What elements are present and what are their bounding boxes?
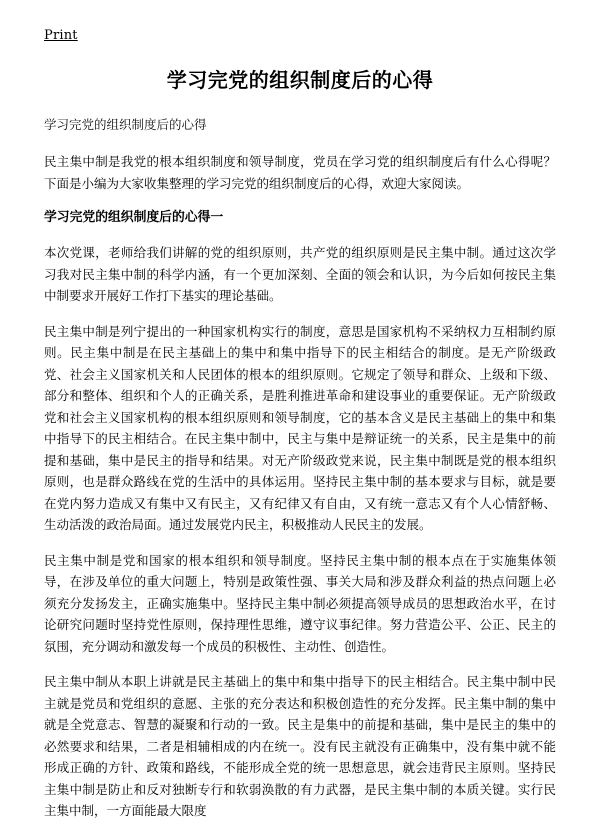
document-subtitle: 学习完党的组织制度后的心得 xyxy=(44,117,207,132)
body-paragraph: 民主集中制是党和国家的根本组织和领导制度。坚持民主集中制的根本点在于实施集体领导，在涉及单位的重大问题上，特别是政策性强、事关大局和涉及群众利益的热点问题上必须充分发扬发主，正确实施集中。坚持民主集中制必须提高领导成员的思想政治水平，在讨论研究问题时坚持党性原则，保持理性思维，遵守议事纪律。努力营造公平、公正、民主的氛围，充分调动和激发每一个成员的积极性、主动性、创造性。 xyxy=(44,552,556,654)
body-paragraph: 民主集中制从本职上讲就是民主基础上的集中和集中指导下的民主相结合。民主集中制中民主就是党员和党组织的意愿、主张的充分表达和积极创造性的充分发挥。民主集中制的集中就是全党意志、智慧的凝聚和行动的一致。民主是集中的前提和基础，集中是民主的集中的必然要求和结果，二者是相辅相成的内在统一。没有民主就没有正确集中，没有集中就不能形成正确的方针、政策和路线，不能形成全党的统一思想意思，就会违背民主原则。坚持民主集中制是防止和反对独断专行和软弱涣散的有力武器，是民主集中制的本质关键。实行民主集中制，一方面能最大限度 xyxy=(44,674,556,819)
body-paragraph: 民主集中制是列宁提出的一种国家机构实行的制度，意思是国家机构不采纳权力互相制约原则。民主集中制是在民主基础上的集中和集中指导下的民主相结合的制度。是无产阶级政党、社会主义国家机关和人民团体的根本的组织原则。它规定了领导和群众、上级和下级、部分和整体、组织和个人的正确关系，是胜利推进革命和建设事业的重要保证。无产阶级政党和社会主义国家机构的根本组织原则和领导制度，它的基本含义是民主基础上的集中和集中指导下的民主相结合。在民主集中制中，民主与集中是辩证统一的关系，民主是集中的前提和基础，集中是民主的指导和结果。对无产阶级政党来说，民主集中制既是党的根本组织原则，也是群众路线在党的生活中的具体运用。坚持民主集中制的基本要求与目标，就是要在党内努力造成又有集中又有民主，又有纪律又有自由，又有统一意志又有个人心情舒畅、生动活泼的政治局面。通过发展党内民主，积极推动人民民主的发展。 xyxy=(44,323,556,533)
page-title: 学习完党的组织制度后的心得 xyxy=(166,68,434,92)
section-heading: 学习完党的组织制度后的心得一 xyxy=(44,210,224,225)
print-link[interactable]: Print xyxy=(44,28,78,43)
body-paragraph: 本次党课，老师给我们讲解的党的组织原则，共产党的组织原则是民主集中制。通过这次学习我对民主集中制的科学内涵，有一个更加深刻、全面的领会和认识，为今后如何按民主集中制要求开展好工作打下基实的理论基础。 xyxy=(44,245,556,304)
intro-paragraph: 民主集中制是我党的根本组织制度和领导制度，党员在学习党的组织制度后有什么心得呢？下面是小编为大家收集整理的学习完党的组织制度后的心得，欢迎大家阅读。 xyxy=(44,154,556,191)
